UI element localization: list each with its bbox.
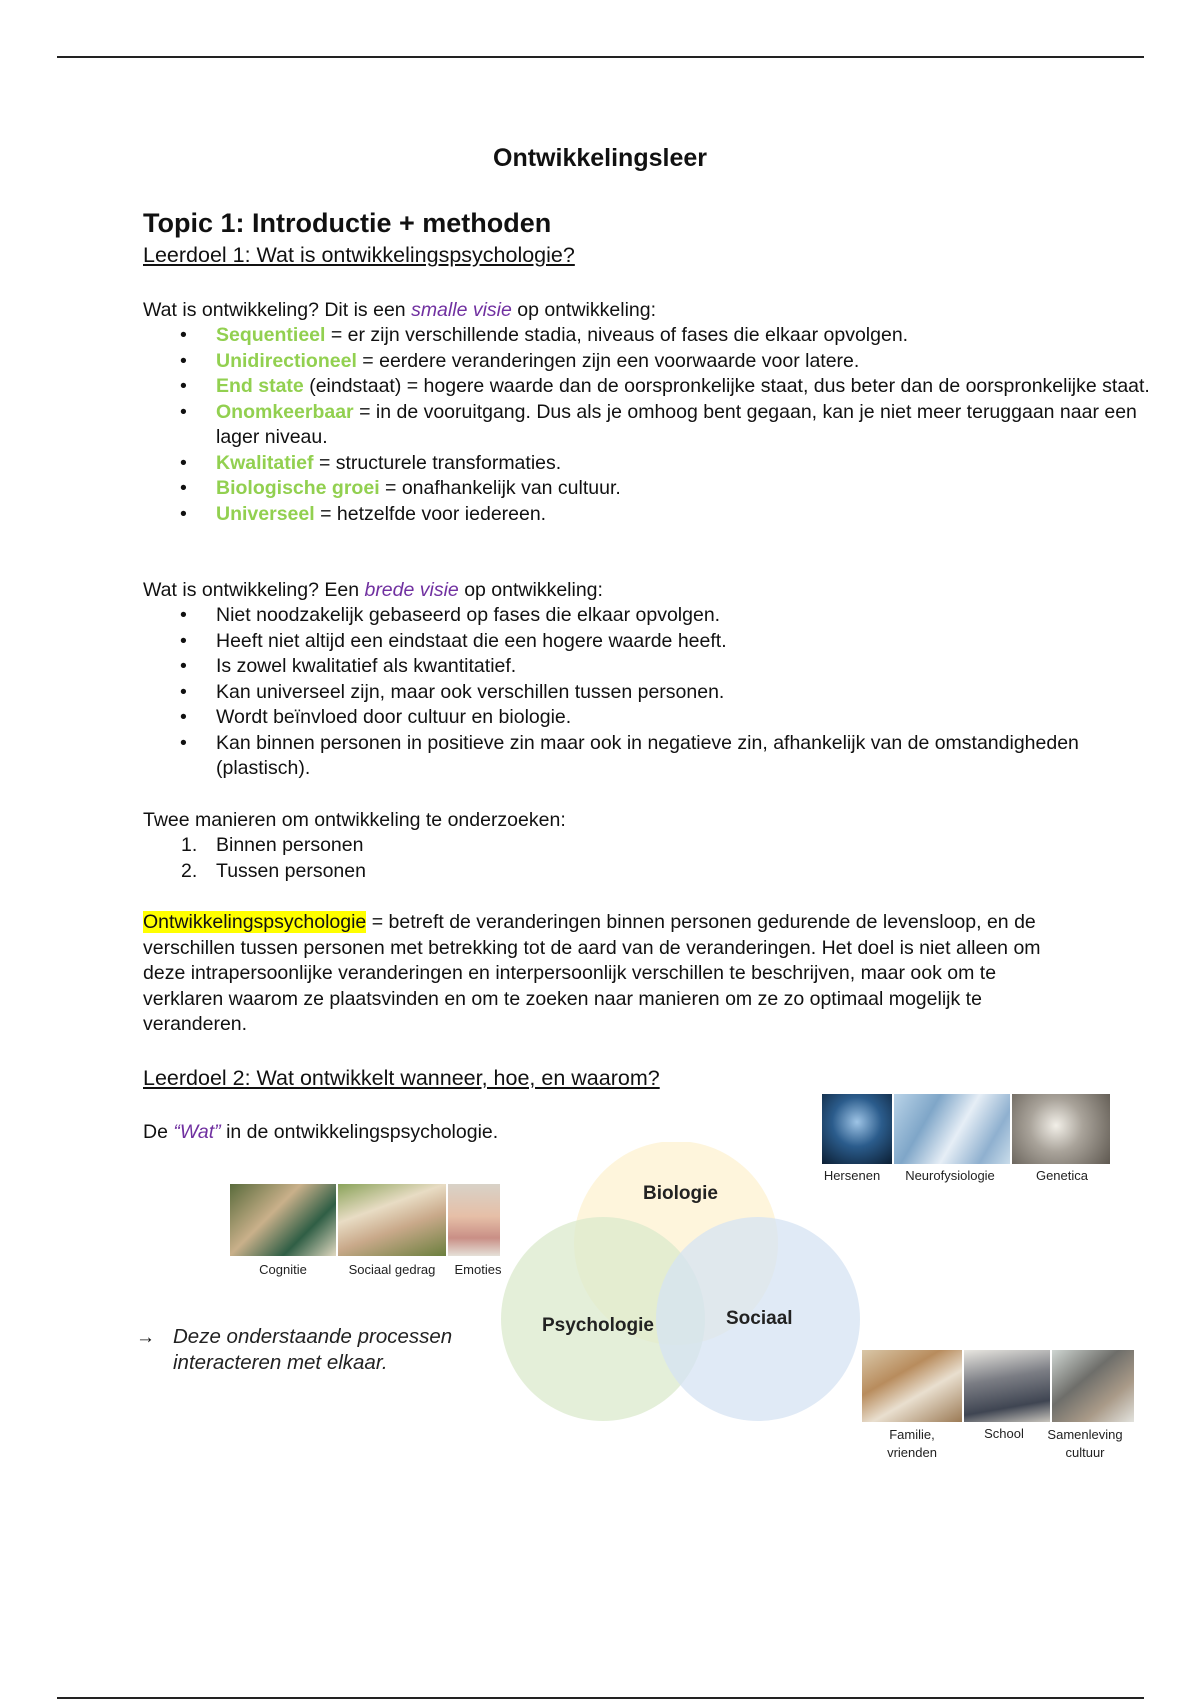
list-item: 1. Binnen personen [181, 834, 364, 856]
arrow-note: Deze onderstaande processen interacteren met elkaar. [173, 1325, 453, 1374]
top-rule [57, 56, 1144, 58]
definition-term: Ontwikkelingspsychologie [143, 911, 367, 933]
caption-samenleving: Samenleving cultuur [1047, 1427, 1123, 1460]
venn-label-sociaal: Sociaal [726, 1308, 793, 1329]
caption-neurofysiologie: Neurofysiologie [905, 1168, 995, 1183]
list-item: • End state (eindstaat) = hogere waarde dan de oorspronkelijke staat, dus beter dan de oorspronkelijke staat. [143, 374, 1176, 400]
narrow-intro: Wat is ontwikkeling? Dit is een smalle visie op ontwikkeling: [143, 299, 657, 321]
list-item: • Wordt beïnvloed door cultuur en biologie. [143, 705, 1176, 731]
society-photo [1052, 1350, 1134, 1422]
list-item: • Is zowel kwalitatief als kwantitatief. [143, 654, 1176, 680]
list-item: • Kan universeel zijn, maar ook verschillen tussen personen. [143, 680, 1176, 706]
wat-emphasis: “Wat” [173, 1121, 221, 1143]
ways-list [143, 833, 1176, 884]
list-item: • Unidirectioneel = eerdere veranderingen zijn een voorwaarde voor latere. [143, 349, 1176, 375]
goal2-heading: Leerdoel 2: Wat ontwikkelt wanneer, hoe, en waarom? [143, 1066, 660, 1090]
list-item: • Biologische groei = onafhankelijk van cultuur. [143, 476, 1176, 502]
caption-sociaal-gedrag: Sociaal gedrag [348, 1262, 436, 1277]
venn-label-psychologie: Psychologie [542, 1315, 654, 1336]
narrow-list [143, 323, 1176, 527]
topic-heading: Topic 1: Introductie + methoden [143, 208, 552, 238]
list-item: 2. Tussen personen [181, 859, 366, 882]
caption-cognitie: Cognitie [259, 1262, 307, 1277]
emotions-photo [448, 1184, 500, 1256]
venn-label-biologie: Biologie [643, 1183, 718, 1204]
wat-line: De “Wat” in de ontwikkelingspsychologie. [143, 1121, 499, 1143]
list-item: • Kan binnen personen in positieve zin maar ook in negatieve zin, afhankelijk van de omstandigheden (plastisch). [143, 731, 1176, 782]
social-behavior-photo [338, 1184, 446, 1256]
ways-intro: Twee manieren om ontwikkeling te onderzoeken: [143, 809, 566, 831]
bottom-rule [57, 1697, 1144, 1699]
caption-genetica: Genetica [1035, 1168, 1089, 1183]
broad-emphasis: brede visie [364, 579, 459, 601]
page-title: Ontwikkelingsleer [493, 144, 707, 172]
broad-list [143, 603, 1176, 782]
family-photo [862, 1350, 962, 1422]
caption-familie: Familie, vrienden [887, 1427, 937, 1460]
genetics-photo [1012, 1094, 1110, 1164]
narrow-emphasis: smalle visie [411, 299, 512, 321]
list-item: • Kwalitatief = structurele transformaties. [143, 451, 1176, 477]
definition-paragraph: Ontwikkelingspsychologie = betreft de veranderingen binnen personen gedurende de levensloop, en de verschillen tussen personen met betrekking tot de aard van de veranderingen. Het doel is niet alleen om deze intrapersoonlijke veranderingen en interpersoonlijk verschillen te beschrijven, maar ook om te verklaren waarom ze plaatsvinden en om te zoeken naar manieren om ze zo optimaal mogelijk te veranderen. [143, 911, 1041, 1035]
caption-school: School [984, 1426, 1024, 1441]
list-item: • Heeft niet altijd een eindstaat die een hogere waarde heeft. [143, 629, 1176, 655]
goal1-heading: Leerdoel 1: Wat is ontwikkelingspsychologie? [143, 243, 575, 267]
caption-hersenen: Hersenen [823, 1168, 881, 1183]
arrow-icon: → [136, 1327, 155, 1348]
dna-photo [894, 1094, 1010, 1164]
caption-emoties: Emoties [454, 1262, 502, 1277]
list-item: • Sequentieel = er zijn verschillende stadia, niveaus of fases die elkaar opvolgen. [143, 323, 1176, 349]
broad-intro: Wat is ontwikkeling? Een brede visie op ontwikkeling: [143, 579, 603, 601]
list-item: • Universeel = hetzelfde voor iedereen. [143, 502, 1176, 528]
list-item: • Onomkeerbaar = in de vooruitgang. Dus als je omhoog bent gegaan, kan je niet meer teruggaan naar een lager niveau. [143, 400, 1176, 451]
cognition-photo [230, 1184, 336, 1256]
school-photo [964, 1350, 1050, 1422]
list-item: • Niet noodzakelijk gebaseerd op fases die elkaar opvolgen. [143, 603, 1176, 629]
